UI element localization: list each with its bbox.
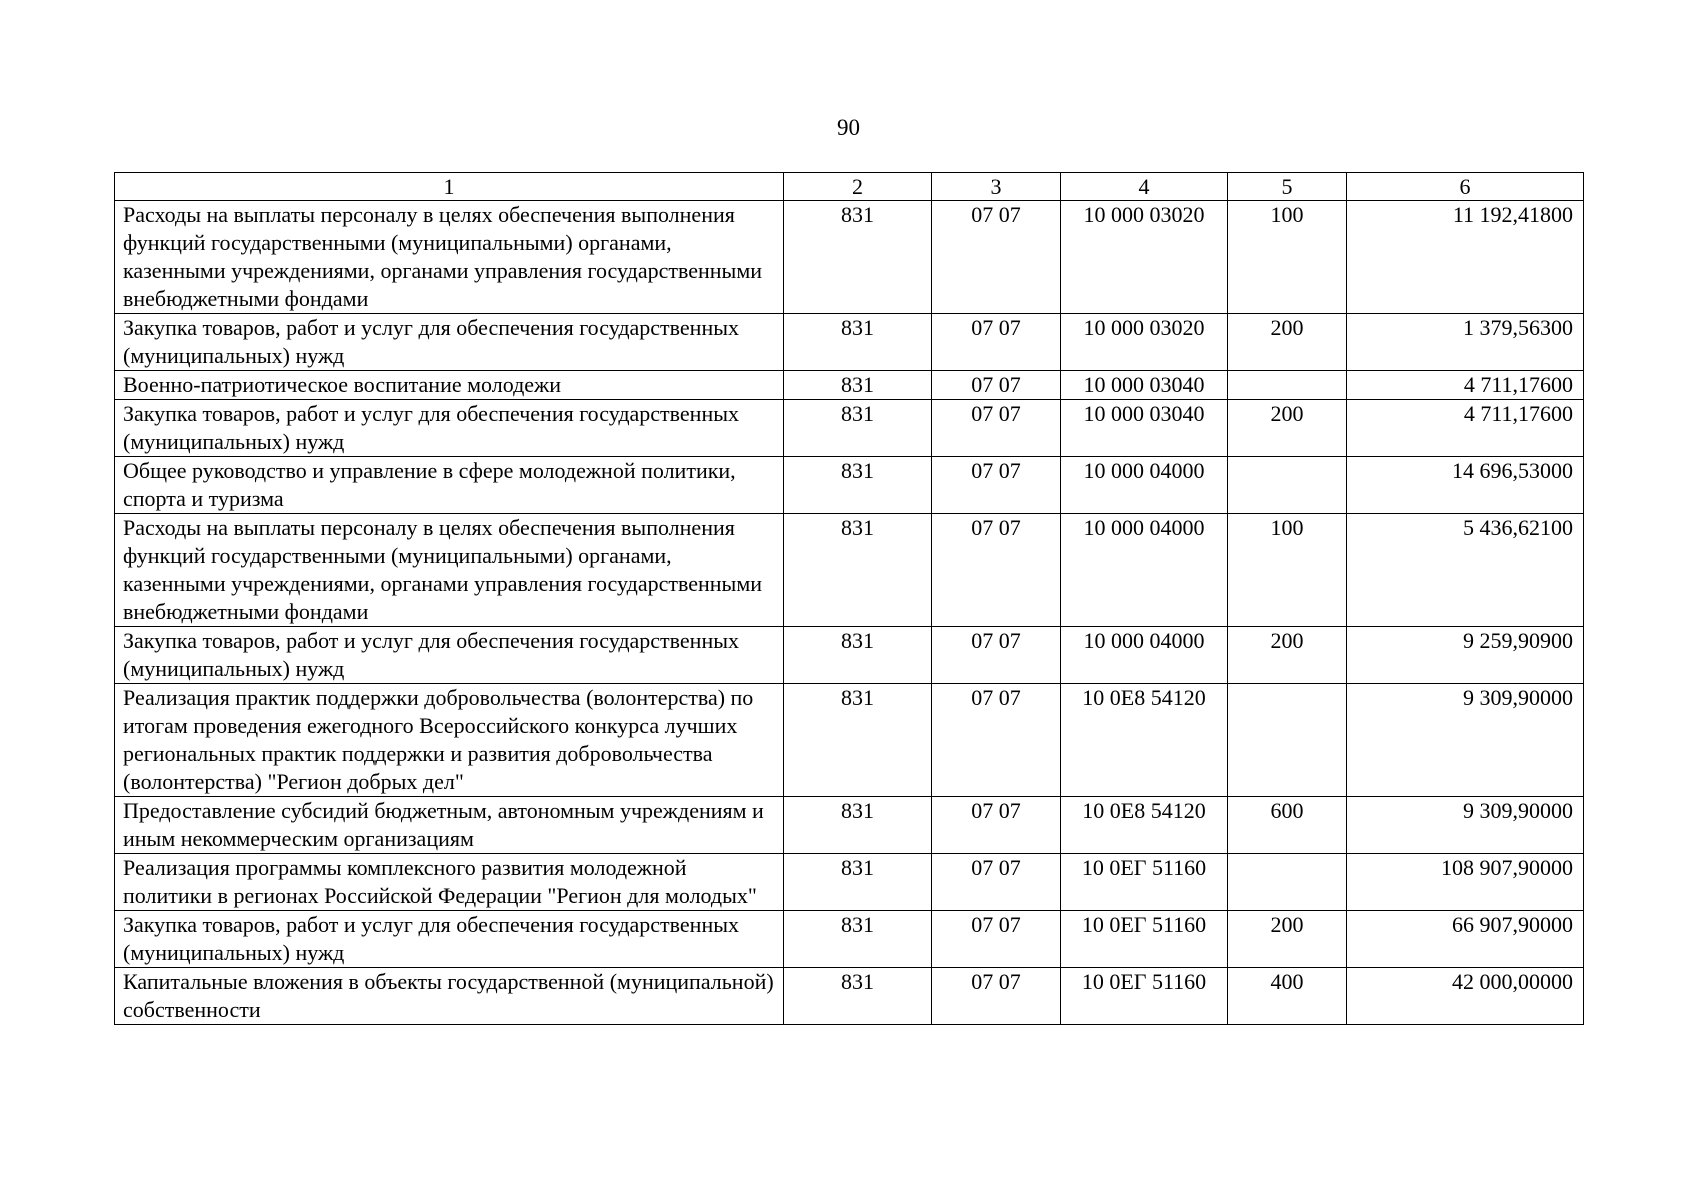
row-name-cell: Расходы на выплаты персоналу в целях обеспечения выполнения функций государственными (муниципальными) органами, казенными учреждениями, органами управления государственными внебюджетными фондами — [115, 514, 784, 627]
row-ministry-cell: 831 — [784, 911, 932, 968]
row-amount-cell: 9 259,90900 — [1347, 627, 1584, 684]
row-target-cell: 10 0ЕГ 51160 — [1061, 854, 1228, 911]
row-section-cell: 07 07 — [932, 371, 1061, 400]
row-section-cell: 07 07 — [932, 627, 1061, 684]
row-section-cell: 07 07 — [932, 201, 1061, 314]
row-ministry-cell: 831 — [784, 314, 932, 371]
header-col-3: 3 — [932, 173, 1061, 201]
table-row — [115, 400, 1584, 457]
header-row — [115, 173, 1584, 201]
row-target-cell: 10 000 04000 — [1061, 514, 1228, 627]
row-amount-cell: 1 379,56300 — [1347, 314, 1584, 371]
row-ministry-cell: 831 — [784, 201, 932, 314]
row-section-cell: 07 07 — [932, 968, 1061, 1025]
header-col-5: 5 — [1228, 173, 1347, 201]
table-row — [115, 797, 1584, 854]
row-amount-cell: 66 907,90000 — [1347, 911, 1584, 968]
row-amount-cell: 11 192,41800 — [1347, 201, 1584, 314]
row-expense-type-cell: 200 — [1228, 627, 1347, 684]
row-name-cell: Закупка товаров, работ и услуг для обеспечения государственных (муниципальных) нужд — [115, 627, 784, 684]
table-row — [115, 627, 1584, 684]
table-row — [115, 371, 1584, 400]
row-expense-type-cell — [1228, 854, 1347, 911]
row-amount-cell: 14 696,53000 — [1347, 457, 1584, 514]
row-amount-cell: 108 907,90000 — [1347, 854, 1584, 911]
row-name-cell: Военно-патриотическое воспитание молодежи — [115, 371, 784, 400]
table-row — [115, 684, 1584, 797]
row-target-cell: 10 000 03020 — [1061, 314, 1228, 371]
row-target-cell: 10 000 03020 — [1061, 201, 1228, 314]
row-target-cell: 10 0ЕГ 51160 — [1061, 968, 1228, 1025]
row-section-cell: 07 07 — [932, 797, 1061, 854]
row-name-cell: Закупка товаров, работ и услуг для обеспечения государственных (муниципальных) нужд — [115, 314, 784, 371]
row-section-cell: 07 07 — [932, 854, 1061, 911]
row-section-cell: 07 07 — [932, 314, 1061, 371]
row-amount-cell: 9 309,90000 — [1347, 797, 1584, 854]
row-amount-cell: 9 309,90000 — [1347, 684, 1584, 797]
row-expense-type-cell: 100 — [1228, 201, 1347, 314]
page-number: 90 — [837, 115, 860, 140]
row-section-cell: 07 07 — [932, 514, 1061, 627]
row-expense-type-cell — [1228, 457, 1347, 514]
row-target-cell: 10 0Е8 54120 — [1061, 684, 1228, 797]
row-expense-type-cell: 600 — [1228, 797, 1347, 854]
row-ministry-cell: 831 — [784, 514, 932, 627]
table-row — [115, 911, 1584, 968]
row-name-cell: Закупка товаров, работ и услуг для обеспечения государственных (муниципальных) нужд — [115, 400, 784, 457]
row-target-cell: 10 000 03040 — [1061, 400, 1228, 457]
row-ministry-cell: 831 — [784, 797, 932, 854]
header-col-2: 2 — [784, 173, 932, 201]
row-name-cell: Общее руководство и управление в сфере молодежной политики, спорта и туризма — [115, 457, 784, 514]
table-row — [115, 201, 1584, 314]
row-name-cell: Предоставление субсидий бюджетным, автономным учреждениям и иным некоммерческим организациям — [115, 797, 784, 854]
row-name-cell: Реализация программы комплексного развития молодежной политики в регионах Российской Федерации "Регион для молодых" — [115, 854, 784, 911]
row-ministry-cell: 831 — [784, 684, 932, 797]
row-target-cell: 10 000 04000 — [1061, 627, 1228, 684]
row-amount-cell: 4 711,17600 — [1347, 371, 1584, 400]
table-row — [115, 854, 1584, 911]
row-expense-type-cell: 200 — [1228, 911, 1347, 968]
row-target-cell: 10 000 04000 — [1061, 457, 1228, 514]
row-target-cell: 10 000 03040 — [1061, 371, 1228, 400]
header-col-1: 1 — [115, 173, 784, 201]
row-target-cell: 10 0Е8 54120 — [1061, 797, 1228, 854]
row-name-cell: Расходы на выплаты персоналу в целях обеспечения выполнения функций государственными (муниципальными) органами, казенными учреждениями, органами управления государственными внебюджетными фондами — [115, 201, 784, 314]
table-body — [115, 201, 1584, 1025]
row-target-cell: 10 0ЕГ 51160 — [1061, 911, 1228, 968]
row-amount-cell: 42 000,00000 — [1347, 968, 1584, 1025]
table-header — [115, 173, 1584, 201]
row-name-cell: Реализация практик поддержки добровольчества (волонтерства) по итогам проведения ежегодного Всероссийского конкурса лучших региональных практик поддержки и развития добровольчества (волонтерства) "Регион добрых дел" — [115, 684, 784, 797]
row-section-cell: 07 07 — [932, 457, 1061, 514]
row-expense-type-cell — [1228, 684, 1347, 797]
row-section-cell: 07 07 — [932, 684, 1061, 797]
row-expense-type-cell: 200 — [1228, 400, 1347, 457]
table-row — [115, 968, 1584, 1025]
row-amount-cell: 4 711,17600 — [1347, 400, 1584, 457]
header-col-6: 6 — [1347, 173, 1584, 201]
row-name-cell: Капитальные вложения в объекты государственной (муниципальной) собственности — [115, 968, 784, 1025]
row-ministry-cell: 831 — [784, 968, 932, 1025]
row-expense-type-cell — [1228, 371, 1347, 400]
row-amount-cell: 5 436,62100 — [1347, 514, 1584, 627]
row-ministry-cell: 831 — [784, 854, 932, 911]
budget-table — [114, 172, 1584, 1025]
row-expense-type-cell: 400 — [1228, 968, 1347, 1025]
table-row — [115, 514, 1584, 627]
header-col-4: 4 — [1061, 173, 1228, 201]
row-ministry-cell: 831 — [784, 371, 932, 400]
row-expense-type-cell: 100 — [1228, 514, 1347, 627]
row-name-cell: Закупка товаров, работ и услуг для обеспечения государственных (муниципальных) нужд — [115, 911, 784, 968]
table-row — [115, 314, 1584, 371]
row-expense-type-cell: 200 — [1228, 314, 1347, 371]
row-section-cell: 07 07 — [932, 400, 1061, 457]
row-ministry-cell: 831 — [784, 627, 932, 684]
table-row — [115, 457, 1584, 514]
row-ministry-cell: 831 — [784, 457, 932, 514]
row-ministry-cell: 831 — [784, 400, 932, 457]
row-section-cell: 07 07 — [932, 911, 1061, 968]
